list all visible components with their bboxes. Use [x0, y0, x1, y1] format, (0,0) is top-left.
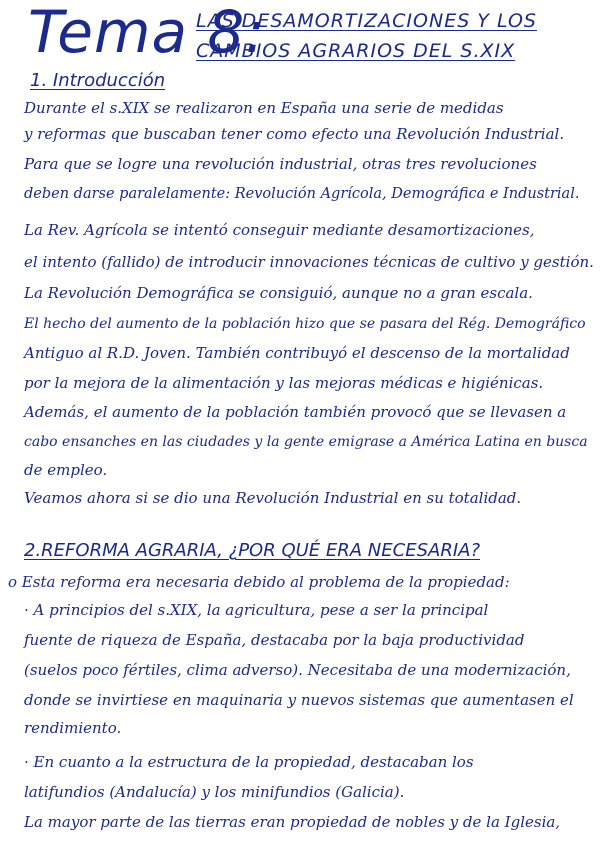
- text-line: Además, el aumento de la población también provocó que se llevasen a: [24, 403, 567, 421]
- text-line: donde se invirtiese en maquinaria y nuevos sistemas que aumentasen el: [24, 691, 574, 709]
- text-line: deben darse paralelamente: Revolución Agrícola, Demográfica e Industrial.: [24, 186, 580, 202]
- text-line: por la mejora de la alimentación y las mejoras médicas e higiénicas.: [24, 374, 544, 392]
- text-line: fuente de riqueza de España, destacaba por la baja productividad: [24, 631, 525, 649]
- section-2-heading-main: 2.REFORMA AGRARIA: [24, 540, 218, 561]
- text-line: de empleo.: [24, 461, 108, 479]
- text-line: Para que se logre una revolución industrial, otras tres revoluciones: [24, 155, 537, 173]
- text-line: La Revolución Demográfica se consiguió, aunque no a gran escala.: [24, 284, 533, 302]
- text-line: Durante el s.XIX se realizaron en España una serie de medidas: [24, 99, 504, 117]
- text-line: latifundios (Andalucía) y los minifundios (Galicia).: [24, 783, 405, 801]
- text-line: (suelos poco fértiles, clima adverso). Necesitaba de una modernización,: [24, 661, 571, 679]
- text-line: La Rev. Agrícola se intentó conseguir mediante desamortizaciones,: [24, 221, 535, 239]
- text-line: Veamos ahora si se dio una Revolución Industrial en su totalidad.: [24, 489, 522, 507]
- text-line: el intento (fallido) de introducir innovaciones técnicas de cultivo y gestión.: [24, 253, 594, 271]
- section-1-heading: 1. Introducción: [30, 70, 166, 91]
- section-2-heading-question: , ¿POR QUÉ ERA NECESARIA?: [217, 540, 481, 561]
- text-line: y reformas que buscaban tener como efecto una Revolución Industrial.: [24, 125, 565, 143]
- text-line: La mayor parte de las tierras eran propiedad de nobles y de la Iglesia,: [24, 813, 561, 831]
- text-line: rendimiento.: [24, 719, 122, 737]
- text-line: · En cuanto a la estructura de la propiedad, destacaban los: [24, 753, 474, 771]
- text-line: · A principios del s.XIX, la agricultura, pese a ser la principal: [24, 601, 489, 619]
- section-2-heading: [24, 540, 480, 561]
- text-line: El hecho del aumento de la población hizo que se pasara del Rég. Demográfico: [24, 316, 586, 332]
- title-line-2: CAMBIOS AGRARIOS DEL S.XIX: [196, 40, 516, 62]
- title-line-1: LAS DESAMORTIZACIONES Y LOS: [196, 10, 537, 32]
- text-line: Antiguo al R.D. Joven. También contribuyó el descenso de la mortalidad: [24, 344, 570, 362]
- text-line: o Esta reforma era necesaria debido al problema de la propiedad:: [8, 573, 510, 591]
- text-line: cabo ensanches en las ciudades y la gente emigrase a América Latina en busca: [24, 434, 588, 450]
- tema-title: Tema 8:: [28, 0, 266, 66]
